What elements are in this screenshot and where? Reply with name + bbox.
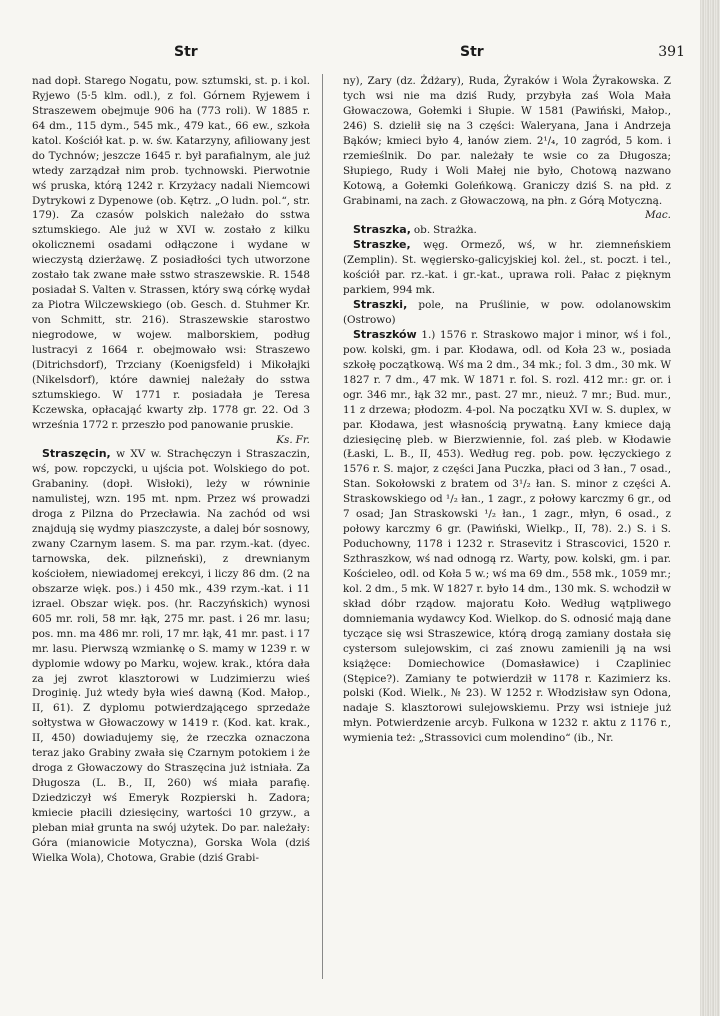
entry-text: węg. Ormező, wś, w hr. ziemneńskiem (Zemplin). St. węgiersko-galicyjskiej kol. żel., st. poczt. i tel., kościół par. rz.-kat. i gr.-kat., uprawa roli. Pałac z pięknym parkiem, 994 mk. <box>343 239 671 297</box>
entry-headword: Straszka, <box>353 223 411 237</box>
entry-text: ob. Strażka. <box>410 224 477 237</box>
entry-text: nad dopł. Starego Nogatu, pow. sztumski, st. p. i kol. Ryjewo (5·5 klm. odl.), z fol. Górnem Ryjewem i Straszewem obejmuje 906 ha (773 roli). W 1885 r. 64 dm., 115 dym., 545 mk., 479 kat., 66 ew., szkoła katol. Kościół kat. p. w. św. Katarzyny, afiliowany jest do Tychnów; jeszcze 1645 r. był parafialnym, ale już wtedy zarządzał nim prob. tychnowski. Pierwotnie wś pruska, którą 1242 r. Krzyżacy nadali Niemcowi Dytrykowi z Dypenowe (ob. Kętrz. „O ludn. pol.“, str. 179). Za czasów polskich należało do sstwa sztumskiego. Ale już w XVI w. zostało z kilku okolicznemi osadami odłączone i wydane w wieczystą dzierżawę. Z posiadłości tych utworzone zostało tak zwane małe sstwo straszewskie. R. 1548 posiadał S. Valten v. Strassen, który swą córkę wydał za Piotra Wilczewskiego (ob. Gesch. d. Stuhmer Kr. von Schmitt, str. 216). Straszewskie starostwo niegrodowe, w wojew. malborskiem, podług lustracyi z 1664 r. obejmowało wsi: Straszewo (Ditrichsdorf), Trzciany (Koenigsfeld) i Mikołajki (Nikelsdorf), które dawniej należały do sstwa sztumskiego. W 1771 r. posiadała je Teresa Kczewska, opłacająć kwarty złp. 1778 gr. 22. Od 3 września 1772 r. przeszło pod panowanie pruskie. <box>32 75 310 431</box>
entry-text: w XV w. Strachęczyn i Straszaczin, wś, pow. ropczycki, u ujścia pot. Wolskiego do pot. Grabaniny. (dopł. Wisłoki), leży w równinie namulistej, wzn. 195 mt. npm. Przez wś prowadzi droga z Pilzna do Przecławia. Na zachód od wsi znajdują się wydmy piaszczyste, a dalej bór sosnowy, zwany Czarnym lasem. S. ma par. rzym.-kat. (dyec. tarnowska, dek. pilzneński), z drewnianym kościołem, niewiadomej erekcyi, i liczy 86 dm. (2 na obszarze więk. pos.) i 450 mk., 439 rzym.-kat. i 11 izrael. Obszar więk. pos. (hr. Raczyńskich) wynosi 605 mr. roli, 58 mr. łąk, 275 mr. past. i 26 mr. lasu; pos. mn. ma 486 mr. roli, 17 mr. łąk, 41 mr. past. i 17 mr. lasu. Pierwszą wzmiankę o S. mamy w 1239 r. w dyplomie wdowy po Marku, wojew. krak., która dała za jej zwrot klasztorowi w Ludzimierzu wieś Droginię. Już wtedy była wieś dawną (Kod. Małop., II, 61). Z dyplomu potwierdzającego sprzedaże sołtystwa w Głowaczowy w 1419 r. (Kod. kat. krak., II, 450) dowiadujemy się, że rzeczka oznaczona teraz jako Grabiny zwała się Czarnym potokiem i że droga z Głowaczowy do Straszęcina już istniała. Za Długosza (L. B., II, 260) wś miała parafię. Dziedziczył wś Emeryk Rozpierski h. Zadora; kmiecie płacili dziesięciny, wartości 10 grzyw., a pleban miał grunta na swój użytek. Do par. należały: Góra (mianowicie Motyczna), Gorska Wola (dziś Wielka Wola), Chotowa, Grabie (dziś Grabi- <box>32 448 310 864</box>
page-header <box>30 44 685 64</box>
running-head-right: Str <box>460 44 484 60</box>
entry-headword: Straszke, <box>353 238 411 252</box>
page-number: 391 <box>658 44 685 60</box>
left-column <box>32 74 310 866</box>
entry-continuation <box>343 74 671 223</box>
entry-headword: Straszęcin, <box>42 447 111 461</box>
running-head-left: Str <box>174 44 198 60</box>
entry-headword: Straszków <box>353 327 417 341</box>
author-signature: Mac. <box>645 209 671 222</box>
entry-straszecin <box>32 447 310 865</box>
entry-straszkow <box>343 328 671 746</box>
entry-text: pole, na Pruślinie, w pow. odolanowskim (Ostrowo) <box>343 299 671 326</box>
entry-straszke <box>343 238 671 298</box>
column-divider <box>322 74 323 979</box>
entry-straszki <box>343 298 671 328</box>
author-signature: Ks. Fr. <box>276 433 310 446</box>
right-column <box>343 74 671 746</box>
entry-text: 1.) 1576 r. Straskowo major i minor, wś i fol., pow. kolski, gm. i par. Kłodawa, odl. od Koła 23 w., posiada szkołę początkową. Wś ma 2 dm., 34 mk.; fol. 3 dm., 30 mk. W 1827 r. 7 dm., 47 mk. W 1871 r. fol. S. rozl. 412 mr.: gr. or. i ogr. 346 mr., łąk 32 mr., past. 27 mr., nieuż. 7 mr.; Bud. mur., 11 z drzewa; płodozm. 4-pol. Na początku XVI w. S. duplex, w par. Kłodawa, jest własnością prywatną. Łany kmiece dają dziesięcinę pleb. w Bierzwiennie, fol. zaś pleb. w Kłodawie (Łaski, L. B., II, 453). Według reg. pob. pow. łęczyckiego z 1576 r. S. major, z części Jana Puczka, płaci od 3 łan., 7 osad., Stan. Sokołowski z bratem od 3¹/₂ łan. S. minor z części A. Straskowskiego od ¹/₂ łan., 1 zagr., z połowy karczmy 6 gr., od 7 osad; Jan Straskowski ¹/₂ łan., 1 zagr., młyn, 6 osad., z połowy karczmy 6 gr. (Pawiński, Wielkp., II, 78). 2.) S. i S. Poduchowny, 1178 i 1232 r. Strasevitz i Strascovici, 1520 r. Szthraszkow, wś nad odnogą rz. Warty, pow. kolski, gm. i par. Kościeleo, odl. od Koła 5 w.; wś ma 69 dm., 558 mk., 1059 mr.; kol. 2 dm., 5 mk. W 1827 r. było 14 dm., 130 mk. S. wchodził w skład dóbr rządow. majoratu Koło. Według wątpliwego domniemania wydawcy Kod. Wielkop. do S. odnosić mają dane tyczące się wsi Straszewice, którą drogą zamiany dostała się cystersom sulejowskim, ci zaś znowu zamienili ją na wsi książęce: Domiechowice (Domasławice) i Czapliniec (Stępice?). Zamiany te potwierdził w 1178 r. Kazimierz ks. polski (Kod. Wielk., № 23). W 1252 r. Włodzisław syn Odona, nadaje S. klasztorowi sulejowskiemu. Przy wsi istnieje już młyn. Potwierdzenie arcyb. Fulkona w 1232 r. aktu z 1176 r., wymienia też: „Strassovici cum molendino“ (ib., Nr. <box>343 328 671 745</box>
entry-straszka <box>343 223 671 238</box>
entry-continuation <box>32 74 310 447</box>
entry-headword: Straszki, <box>353 298 408 312</box>
book-page-edge <box>700 0 720 1016</box>
entry-text: ny), Zary (dz. Żdżary), Ruda, Żyraków i Wola Żyrakowska. Z tych wsi nie ma dziś Rudy, przybyła zaś Wola Mała Głowaczowa, Gołemki i Słupie. W 1581 (Pawiński, Małop., 246) S. dzielił się na 3 części: Waleryana, Jana i Andrzeja Bąków; kmieci było 4, łanów ziem. 2¹/₄, 10 zagród, 5 kom. i rzemieślnik. Do par. należały te wsie co za Długosza; Słupiego, Rudy i Woli Małej nie było, Chotową nazwano Kotową, a Gołemki Goleńkową. Graniczy dziś S. na płd. z Grabinami, na zach. z Głowaczową, na płn. z Górą Motyczną. <box>343 75 671 207</box>
